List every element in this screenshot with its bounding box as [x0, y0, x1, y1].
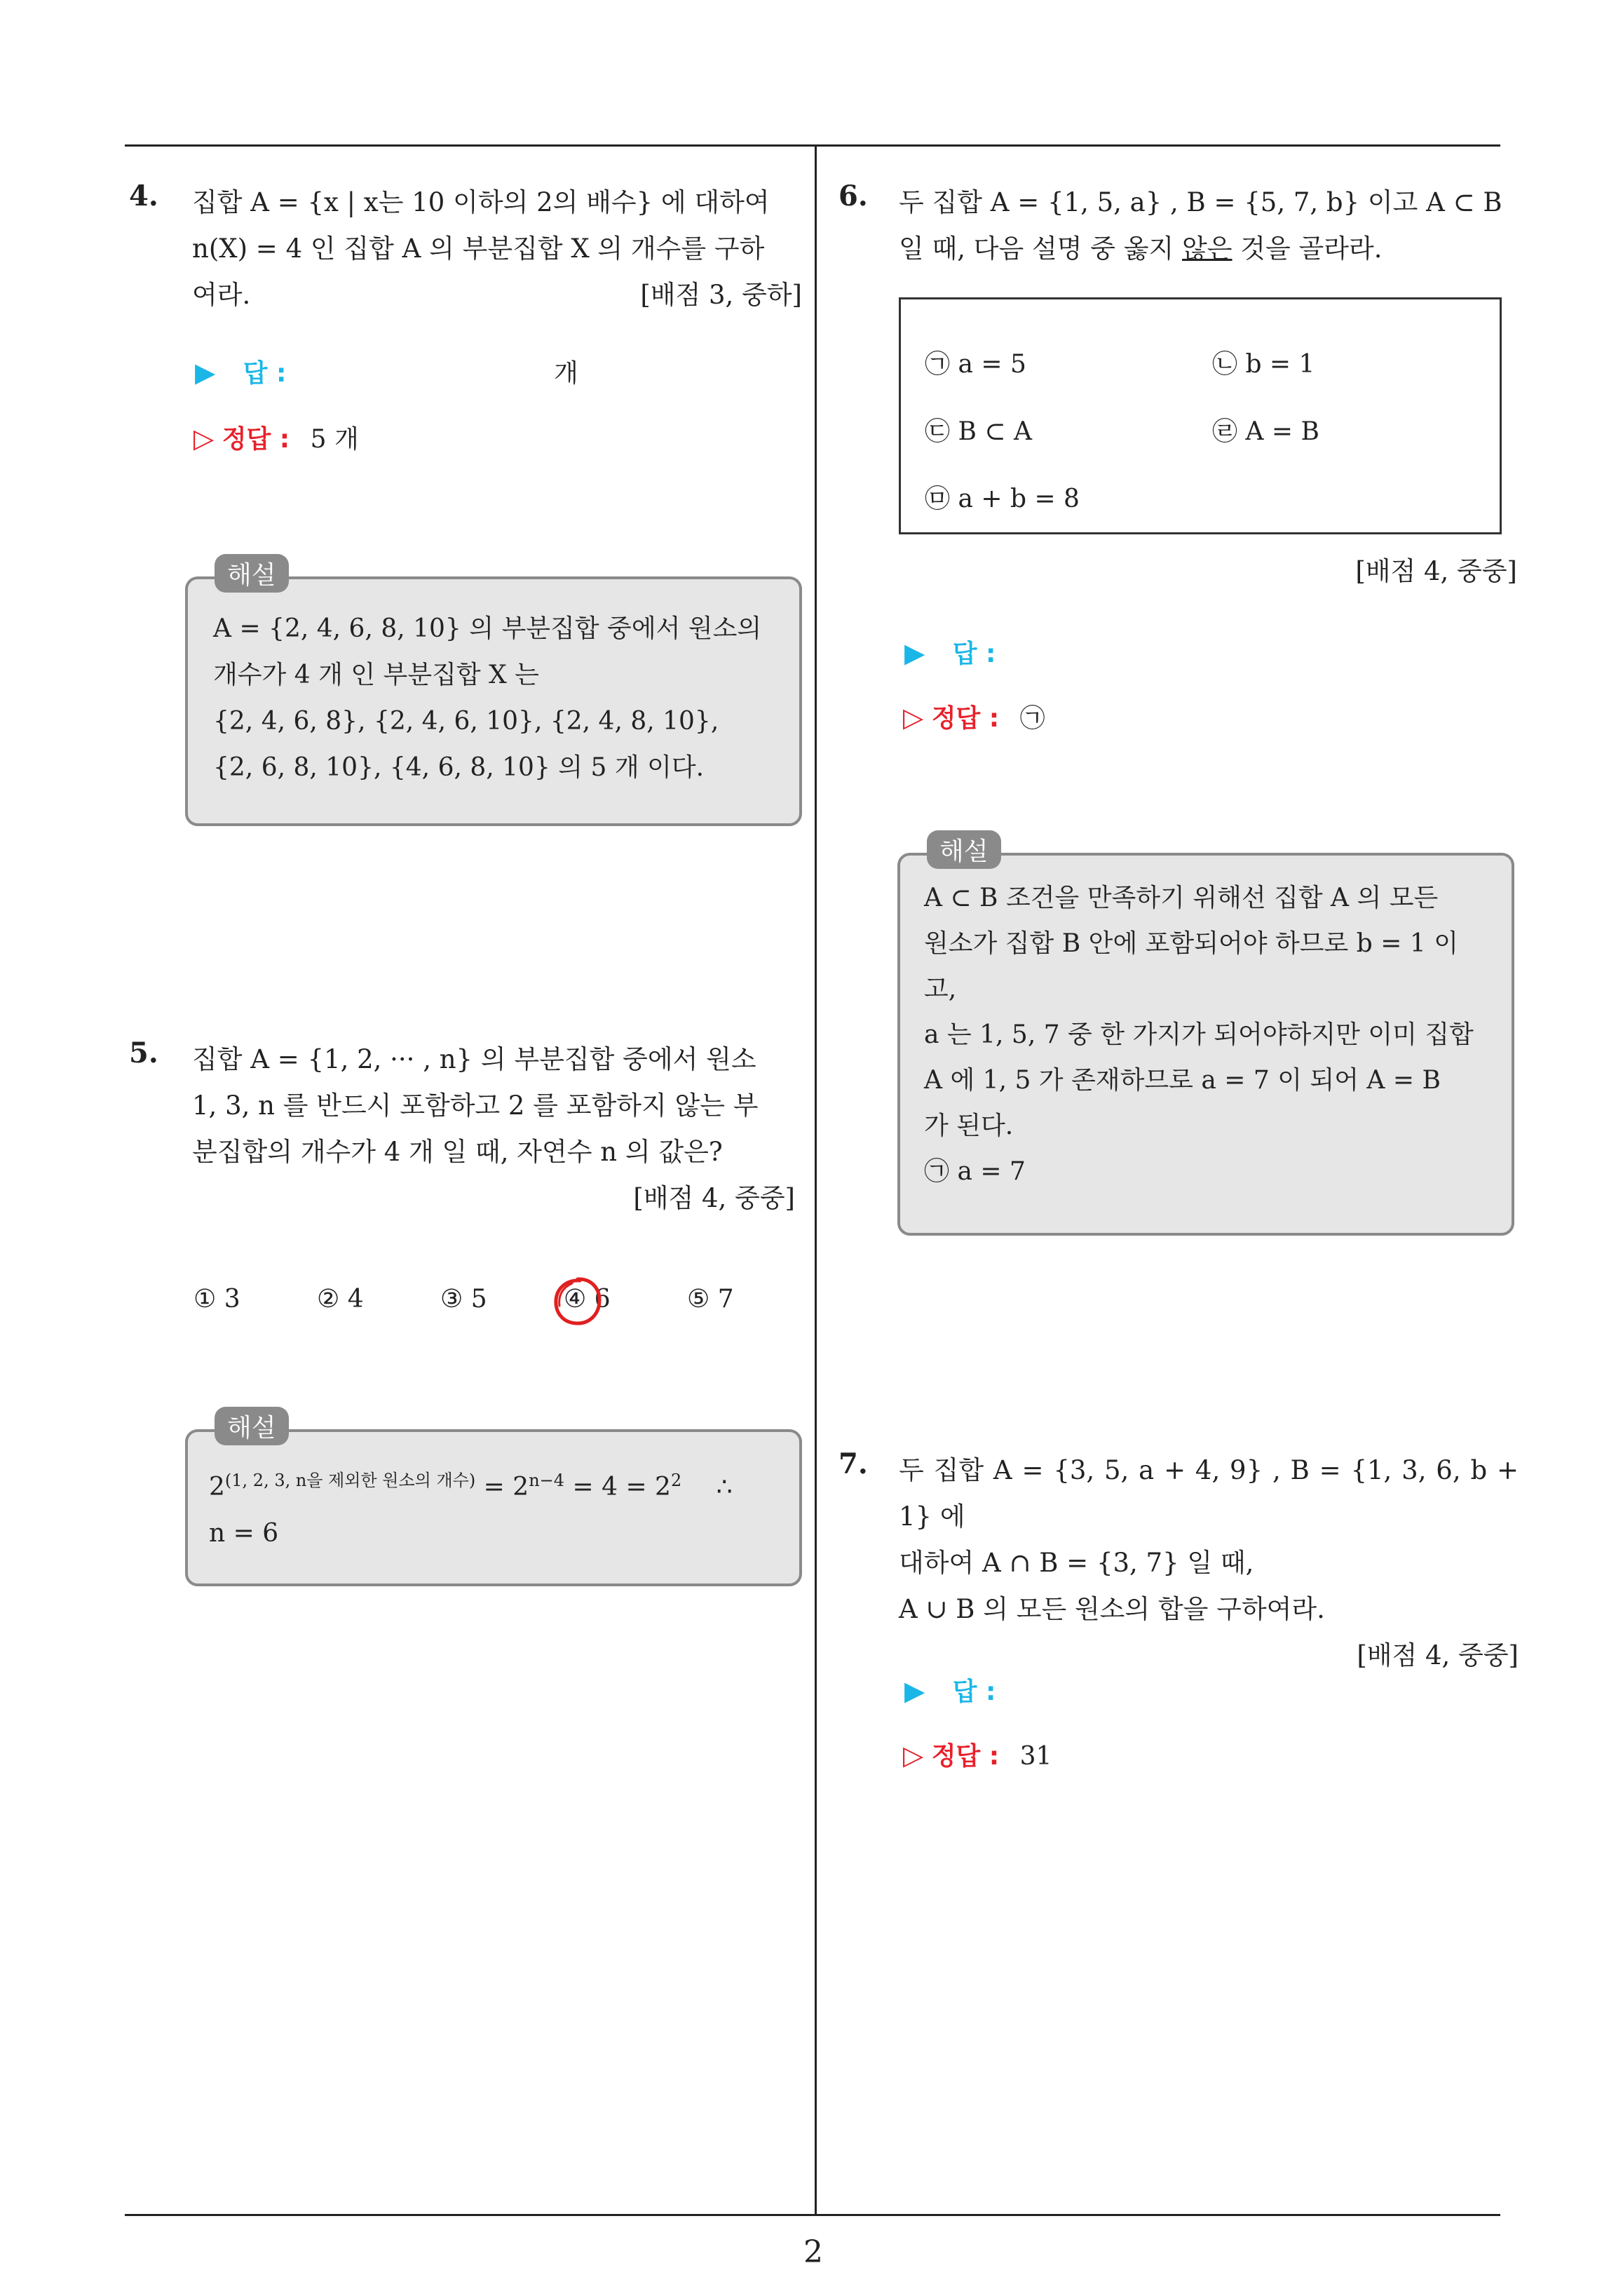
question-line: n(X) = 4 인 집합 A 의 부분집합 X 의 개수를 구하	[192, 234, 765, 264]
explanation-line: n = 6	[209, 1519, 279, 1548]
question-text	[899, 180, 1519, 272]
explanation-text	[209, 1457, 791, 1557]
correct-answer-row	[193, 419, 359, 455]
question-line: A ∪ B 의 모든 원소의 합을 구하여라.	[899, 1594, 1325, 1624]
bottom-rule	[125, 2214, 1500, 2216]
score-label: [배점 4, 중중]	[633, 1183, 795, 1213]
formula-exponent: (1, 2, 3, n을 제외한 원소의 개수)	[224, 1471, 476, 1490]
condition-box	[899, 297, 1502, 534]
formula-exponent: n−4	[529, 1471, 565, 1490]
explanation-line: 원소가 집합 B 안에 포함되어야 하므로 b = 1 이	[924, 929, 1458, 958]
condition-item: ㉢ B ⊂ A	[925, 417, 1032, 446]
score-label: [배점 4, 중중]	[1357, 1640, 1519, 1670]
score-label: [배점 3, 중하]	[640, 280, 802, 310]
condition-item: ㉠ a = 5	[925, 350, 1026, 379]
column-divider	[815, 144, 817, 2215]
answer-row	[904, 634, 996, 670]
correct-answer-row	[903, 698, 1045, 734]
outline-triangle-icon: ▷	[193, 423, 215, 454]
condition-item: ㉣ A = B	[1212, 417, 1319, 446]
question-line: 두 집합 A = {3, 5, a + 4, 9} , B = {1, 3, 6, b + 1} 에	[899, 1455, 1519, 1532]
correct-value: 5 개	[310, 425, 359, 454]
answer-label: 답 :	[952, 1677, 996, 1706]
page-number: 2	[803, 2234, 823, 2270]
question-line: 여라.	[192, 280, 251, 310]
correct-label: 정답 :	[222, 425, 290, 454]
correct-label: 정답 :	[931, 1742, 1000, 1771]
condition-item: ㉤ a + b = 8	[925, 485, 1080, 513]
explanation-line: ㉠ a = 7	[924, 1157, 1026, 1186]
underlined-word: 않은	[1182, 234, 1232, 264]
explanation-box	[185, 1414, 802, 1586]
question-number: 6.	[838, 180, 868, 212]
play-triangle-icon: ▶	[195, 357, 216, 388]
choice-4[interactable]: ④ 6	[564, 1285, 611, 1314]
question-6	[838, 180, 1519, 272]
explanation-line: a 는 1, 5, 7 중 한 가지가 되어야하지만 이미 집합	[924, 1020, 1474, 1049]
choice-3[interactable]: ③ 5	[440, 1285, 487, 1314]
question-text	[192, 180, 802, 318]
explanation-line: A 에 1, 5 가 존재하므로 a = 7 이 되어 A = B	[924, 1066, 1441, 1095]
correct-value: ㉠	[1019, 704, 1045, 733]
choice-1[interactable]: ① 3	[193, 1285, 240, 1314]
top-rule	[125, 144, 1500, 147]
question-line: 두 집합 A = {1, 5, a} , B = {5, 7, b} 이고 A ⊂ B	[899, 187, 1502, 217]
question-line: 1, 3, n 를 반드시 포함하고 2 를 포함하지 않는 부	[192, 1090, 759, 1121]
question-number: 4.	[129, 180, 158, 212]
question-line: 대하여 A ∩ B = {3, 7} 일 때,	[899, 1548, 1254, 1578]
explanation-line: 가 된다.	[924, 1112, 1014, 1140]
answer-unit: 개	[554, 359, 578, 388]
explanation-line: A = {2, 4, 6, 8, 10} 의 부분집합 중에서 원소의	[213, 614, 762, 643]
question-line: 집합 A = {x | x는 10 이하의 2의 배수} 에 대하여	[192, 187, 770, 217]
question-5	[129, 1036, 802, 1222]
outline-triangle-icon: ▷	[903, 1740, 924, 1771]
formula-exponent: 2	[670, 1471, 682, 1490]
explanation-line: A ⊂ B 조건을 만족하기 위해선 집합 A 의 모든	[924, 884, 1439, 912]
explanation-line: 고,	[924, 975, 957, 1004]
explanation-line: {2, 6, 8, 10}, {4, 6, 8, 10} 의 5 개 이다.	[213, 753, 705, 782]
question-text	[899, 1447, 1519, 1679]
correct-value: 31	[1019, 1742, 1052, 1771]
explanation-line: {2, 4, 6, 8}, {2, 4, 6, 10}, {2, 4, 8, 10},	[213, 707, 719, 736]
correct-answer-row	[903, 1736, 1052, 1772]
score-label: [배점 4, 중중]	[1355, 556, 1517, 586]
play-triangle-icon: ▶	[904, 637, 925, 668]
question-4	[129, 180, 802, 318]
explanation-box	[897, 837, 1514, 1236]
formula-part: = 4 = 2	[572, 1473, 671, 1501]
answer-row	[904, 1672, 996, 1708]
answer-label: 답 :	[952, 640, 996, 668]
answer-row	[195, 353, 616, 389]
question-text	[192, 1036, 802, 1222]
question-number: 5.	[129, 1036, 158, 1069]
correct-label: 정답 :	[931, 704, 1000, 733]
selected-answer-circle	[551, 1275, 604, 1328]
choice-5[interactable]: ⑤ 7	[687, 1285, 734, 1314]
outline-triangle-icon: ▷	[903, 702, 924, 733]
explanation-box	[185, 561, 802, 826]
formula-part: = 2	[483, 1473, 529, 1501]
question-line: 집합 A = {1, 2, ··· , n} 의 부분집합 중에서 원소	[192, 1044, 756, 1074]
condition-item: ㉡ b = 1	[1212, 350, 1315, 379]
question-7	[838, 1447, 1519, 1679]
choice-2[interactable]: ② 4	[317, 1285, 364, 1314]
question-line: 분집합의 개수가 4 개 일 때, 자연수 n 의 값은?	[192, 1137, 723, 1167]
question-number: 7.	[838, 1447, 868, 1480]
formula-base: 2	[209, 1473, 225, 1501]
explanation-line: 개수가 4 개 인 부분집합 X 는	[213, 661, 539, 689]
question-line: 일 때, 다음 설명 중 옳지	[899, 234, 1183, 264]
therefore-symbol: ∴	[716, 1473, 733, 1501]
answer-label: 답 :	[243, 359, 287, 388]
question-line: 것을 골라라.	[1232, 234, 1383, 264]
explanation-tag: 해설	[215, 554, 289, 593]
explanation-text	[924, 875, 1499, 1194]
explanation-tag: 해설	[215, 1407, 289, 1445]
play-triangle-icon: ▶	[904, 1675, 925, 1706]
explanation-tag: 해설	[927, 830, 1001, 869]
explanation-text	[213, 606, 781, 791]
